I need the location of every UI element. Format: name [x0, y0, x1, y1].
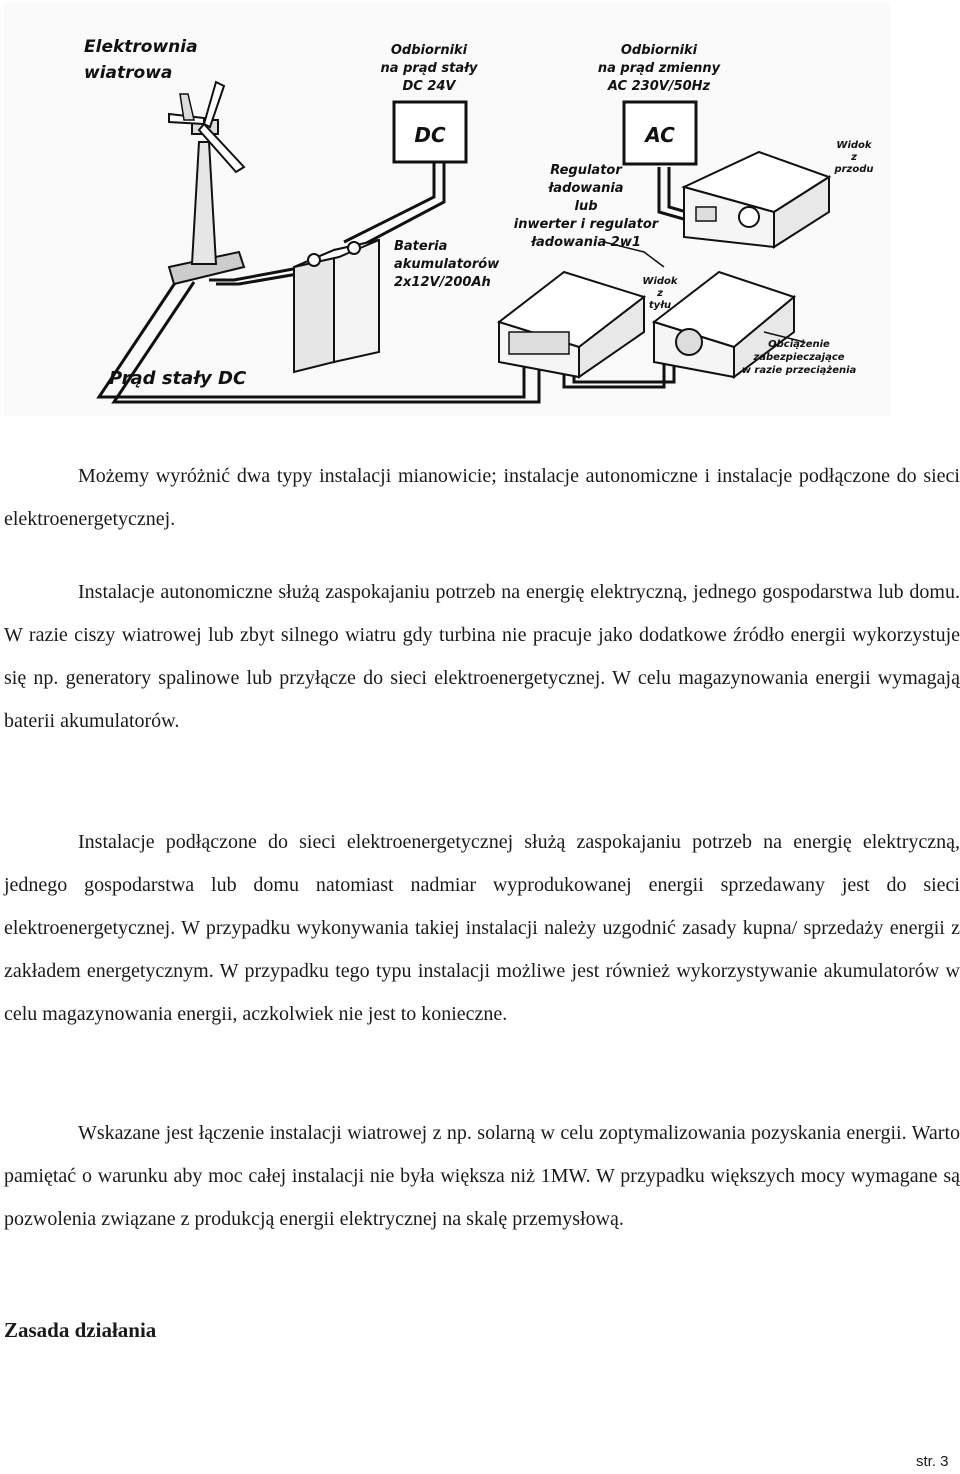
ac-loads-l3: AC 230V/50Hz [607, 79, 711, 94]
ac-loads-l2: na prąd zmienny [597, 61, 721, 76]
dc-box-label: DC [414, 123, 446, 147]
charge-regulator [499, 272, 644, 377]
inverter-front-view [684, 152, 829, 247]
battery-l3: 2x12V/200Ah [394, 275, 491, 290]
paragraph-hybrid-text: Wskazane jest łączenie instalacji wiatrowej z np. solarną w celu zoptymalizowania pozyskania energii. Warto pamiętać o warunku aby moc całej instalacji nie była większa niż 1MW. W przypadku większych mocy wymagane są pozwolenia związane z produkcją energii elektrycznej na skalę przemysłową. [4, 1122, 960, 1230]
regulator-l2: ładowania [548, 181, 624, 196]
back-view-l2: z [657, 288, 663, 299]
battery-l2: akumulatorów [394, 257, 500, 272]
dc-loads-l2: na prąd stały [380, 61, 478, 76]
dc-current-label: Prąd stały DC [109, 368, 247, 389]
dc-loads-l1: Odbiorniki [390, 43, 468, 58]
paragraph-grid-connected [4, 821, 960, 1036]
section-heading: Zasada działania [4, 1318, 157, 1342]
wind-installation-diagram [4, 2, 890, 416]
paragraph-installation-types [4, 455, 960, 541]
front-view-l1: Widok [836, 140, 872, 151]
paragraph-installation-types-text: Możemy wyróżnić dwa typy instalacji mianowicie; instalacje autonomiczne i instalacje podłączone do sieci elektroenergetycznej. [4, 465, 960, 530]
paragraph-grid-connected-text: Instalacje podłączone do sieci elektroenergetycznej służą zaspokajaniu potrzeb na energię elektryczną, jednego gospodarstwa lub domu natomiast nadmiar wyprodukowanej energii sprzedawany jest do sieci elektroenergetycznej. W przypadku wykonywania takiej instalacji należy uzgodnić zasady kupna/ sprzedaży energii z zakładem energetycznym. W przypadku tego typu instalacji możliwe jest również wykorzystywanie akumulatorów w celu magazynowania energii, aczkolwiek nie jest to konieczne. [4, 831, 960, 1025]
regulator-l5: ładowania 2w1 [531, 235, 641, 250]
ac-box-label: AC [645, 123, 675, 147]
paragraph-hybrid [4, 1112, 960, 1241]
overload-l3: w razie przeciążenia [741, 365, 857, 376]
overload-l1: Obciążenie [768, 339, 830, 350]
paragraph-autonomous [4, 571, 960, 743]
page-number: str. 3 [916, 1453, 949, 1470]
dc-loads-l3: DC 24V [402, 79, 456, 94]
back-view-l1: Widok [642, 276, 678, 287]
regulator-l1: Regulator [550, 163, 622, 178]
label-power-plant-l1: Elektrownia [84, 37, 198, 57]
front-view-l2: z [851, 152, 857, 163]
ac-loads-l1: Odbiorniki [620, 43, 698, 58]
front-view-l3: przodu [834, 164, 874, 175]
label-power-plant-l2: wiatrowa [84, 63, 173, 83]
regulator-l4: inwerter i regulator [513, 217, 659, 232]
paragraph-autonomous-text: Instalacje autonomiczne służą zaspokajaniu potrzeb na energię elektryczną, jednego gospodarstwa lub domu. W razie ciszy wiatrowej lub zbyt silnego wiatru gdy turbina nie pracuje jako dodatkowe źródło energii wykorzystuje się np. generatory spalinowe lub przyłącze do sieci elektroenergetycznej. W celu magazynowania energii wymagają baterii akumulatorów. [4, 581, 960, 732]
back-view-l3: tyłu [648, 300, 672, 311]
battery-bank [294, 240, 379, 372]
overload-l2: zabezpieczające [753, 352, 845, 363]
battery-l1: Bateria [394, 239, 448, 254]
wind-turbine [169, 82, 244, 284]
regulator-l3: lub [574, 199, 598, 214]
